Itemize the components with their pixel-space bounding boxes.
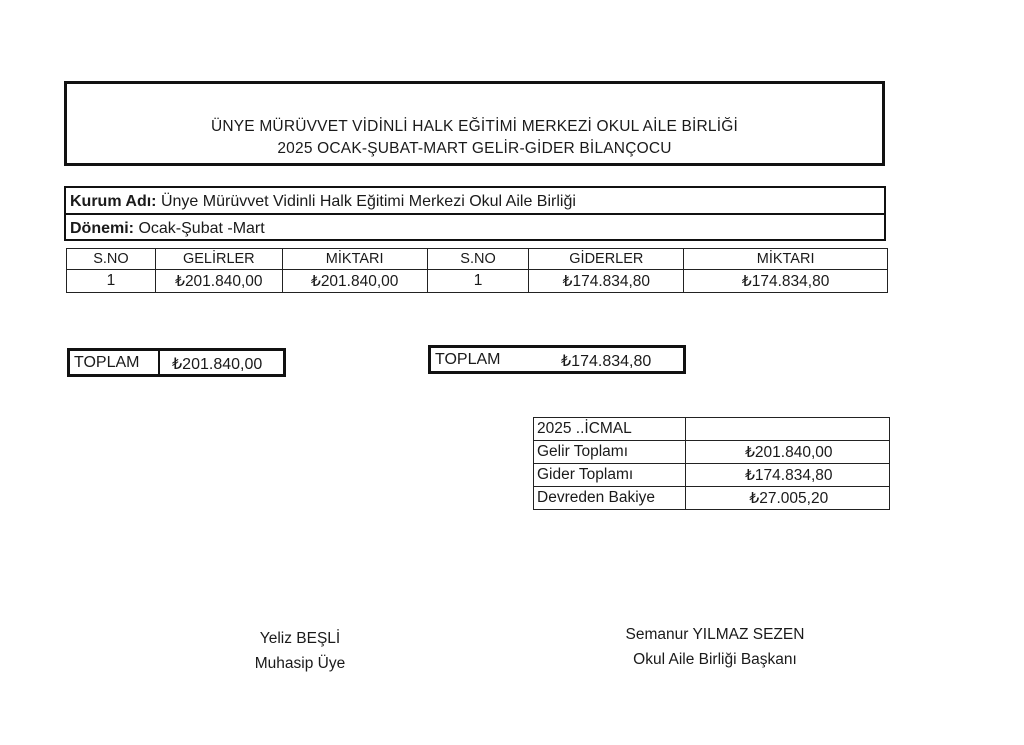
header-cell-expense: GİDERLER	[529, 249, 684, 270]
institution-row	[64, 186, 886, 215]
summary-empty-cell	[685, 418, 889, 441]
signature-left	[220, 626, 380, 676]
period-row	[64, 213, 886, 241]
table-header-row	[67, 249, 888, 270]
cell-income: ₺201.840,00	[155, 270, 282, 293]
summary-label: Gelir Toplamı	[534, 441, 686, 464]
summary-label: Devreden Bakiye	[534, 487, 686, 510]
income-total-value: ₺201.840,00	[172, 356, 263, 373]
income-total-label: TOPLAM	[74, 354, 140, 371]
expense-total-box	[428, 345, 686, 374]
cell-income-sno: 1	[67, 270, 156, 293]
header-line-2: 2025 OCAK-ŞUBAT-MART GELİR-GİDER BİLANÇOCU	[277, 140, 672, 157]
divider	[158, 351, 160, 374]
period-value: Ocak-Şubat -Mart	[134, 220, 265, 237]
document-header	[64, 81, 885, 166]
institution-value: Ünye Mürüvvet Vidinli Halk Eğitimi Merkezi Okul Aile Birliği	[156, 193, 576, 210]
summary-label: Gider Toplamı	[534, 464, 686, 487]
signature-right-role: Okul Aile Birliği Başkanı	[633, 651, 797, 668]
income-total-box	[67, 348, 286, 377]
summary-value: ₺174.834,80	[685, 464, 889, 487]
table-row	[534, 487, 890, 510]
expense-total-value: ₺174.834,80	[561, 353, 652, 370]
summary-value: ₺201.840,00	[685, 441, 889, 464]
signature-right-name: Semanur YILMAZ SEZEN	[625, 626, 805, 643]
cell-income-amount: ₺201.840,00	[282, 270, 427, 293]
signature-left-name: Yeliz BEŞLİ	[259, 630, 341, 647]
header-cell-income-amount: MİKTARI	[282, 249, 427, 270]
signature-right	[600, 622, 830, 672]
expense-total-label: TOPLAM	[435, 351, 501, 368]
table-row	[67, 270, 888, 293]
header-cell-expense-sno: S.NO	[427, 249, 529, 270]
table-row	[534, 464, 890, 487]
header-cell-income: GELİRLER	[155, 249, 282, 270]
cell-expense-sno: 1	[427, 270, 529, 293]
signature-left-role: Muhasip Üye	[254, 655, 346, 672]
table-row	[534, 441, 890, 464]
header-cell-expense-amount: MİKTARI	[684, 249, 888, 270]
institution-label: Kurum Adı:	[70, 193, 157, 210]
cell-expense: ₺174.834,80	[529, 270, 684, 293]
cell-expense-amount: ₺174.834,80	[684, 270, 888, 293]
period-label: Dönemi:	[70, 220, 134, 237]
summary-table	[533, 417, 890, 510]
income-expense-table	[66, 248, 888, 293]
summary-title-row	[534, 418, 890, 441]
summary-value: ₺27.005,20	[685, 487, 889, 510]
header-cell-income-sno: S.NO	[67, 249, 156, 270]
header-line-1: ÜNYE MÜRÜVVET VİDİNLİ HALK EĞİTİMİ MERKEZİ OKUL AİLE BİRLİĞİ	[210, 118, 739, 135]
summary-title: 2025 ..İCMAL	[534, 418, 686, 441]
